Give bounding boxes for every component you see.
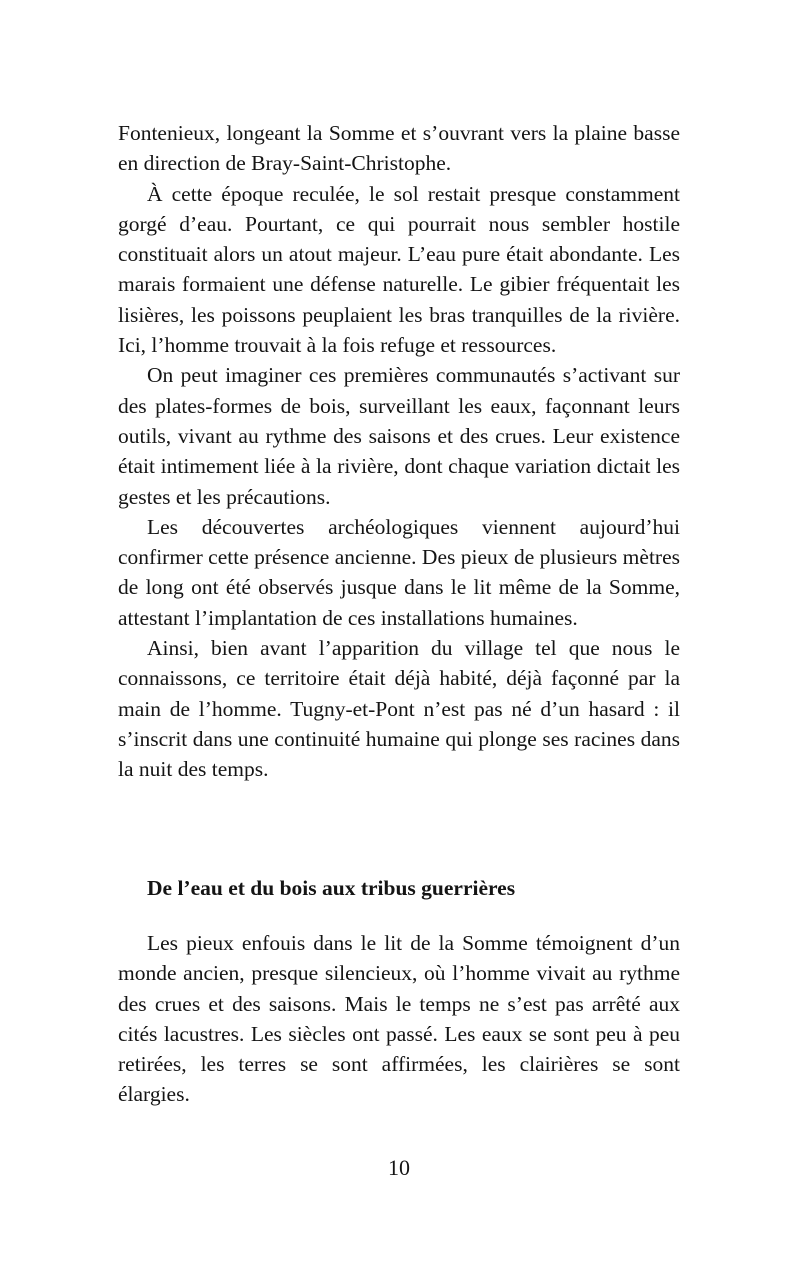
section-1-body: [118, 118, 680, 785]
paragraph-conclusion: Ainsi, bien avant l’apparition du village tel que nous le connaissons, ce territoire était déjà habité, déjà façonné par la main de l’homme. Tugny-et-Pont n’est pas né d’un hasard : il s’inscrit dans une continuité humaine qui plonge ses racines dans la nuit des temps.: [118, 636, 680, 782]
section-2-body: [118, 928, 680, 1110]
page-number: 10: [388, 1155, 410, 1180]
paragraph-archaeology: Les découvertes archéologiques viennent aujourd’hui confirmer cette présence ancienne. Des pieux de plusieurs mètres de long ont été observés jusque dans le lit même de la Somme, attestant l’implantation de ces installations humaines.: [118, 514, 680, 630]
section-heading: De l’eau et du bois aux tribus guerrières: [147, 876, 516, 900]
paragraph-continuation: Fontenieux, longeant la Somme et s’ouvrant vers la plaine basse en direction de Bray-Saint-Christophe.: [118, 121, 680, 176]
paragraph-section-2: Les pieux enfouis dans le lit de la Somme témoignent d’un monde ancien, presque silencieux, où l’homme vivait au rythme des crues et des saisons. Mais le temps ne s’est pas arrêté aux cités lacustres. Les siècles ont passé. Les eaux se sont peu à peu retirées, les terres se sont affirmées, les clairières se sont élargies.: [118, 931, 680, 1107]
paragraph-communities: On peut imaginer ces premières communautés s’activant sur des plates-formes de bois, surveillant les eaux, façonnant leurs outils, vivant au rythme des saisons et des crues. Leur existence était intimement liée à la rivière, dont chaque variation dictait les gestes et les précautions.: [118, 363, 680, 509]
paragraph-epoch: À cette époque reculée, le sol restait presque constamment gorgé d’eau. Pourtant, ce qui pourrait nous sembler hostile constituait alors un atout majeur. L’eau pure était abondante. Les marais formaient une défense naturelle. Le gibier fréquentait les lisières, les poissons peuplaient les bras tranquilles de la rivière. Ici, l’homme trouvait à la fois refuge et ressources.: [118, 181, 680, 358]
